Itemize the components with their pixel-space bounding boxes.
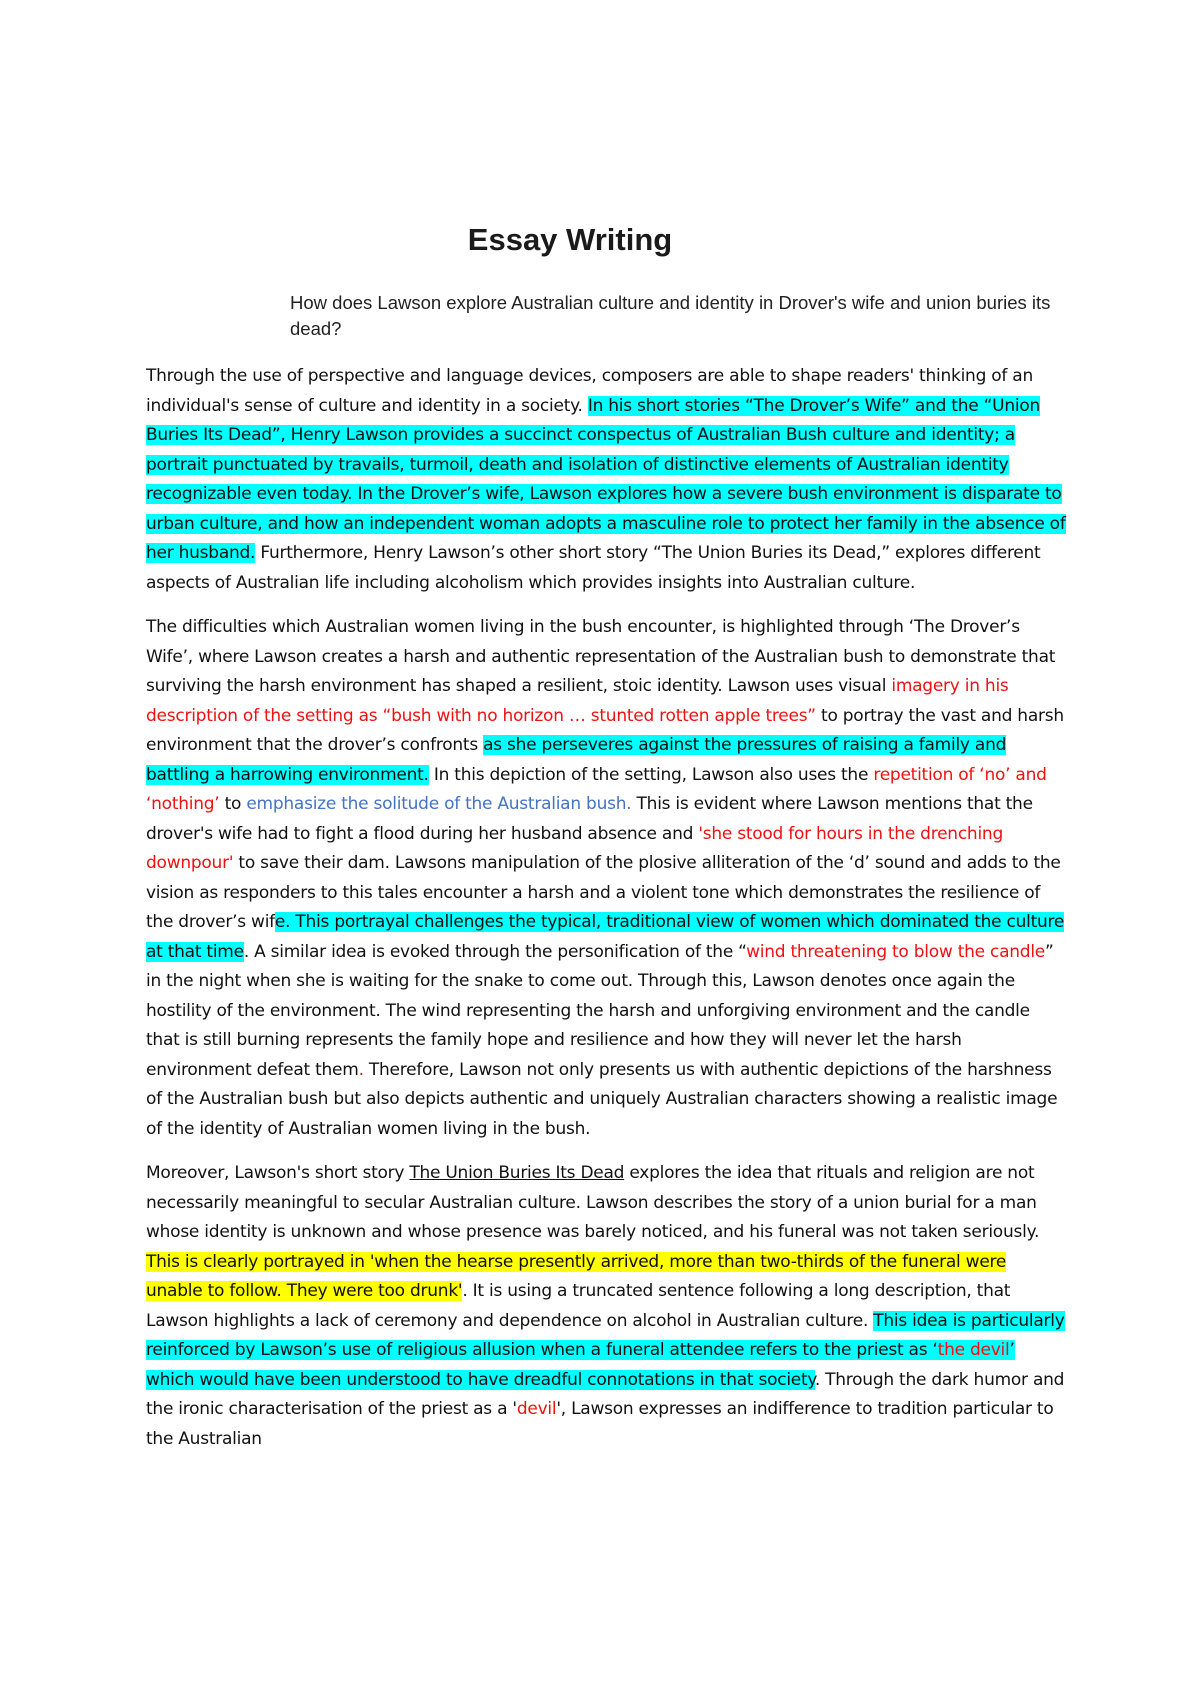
highlighted-text: as she perseveres against the pressures of raising a family and battling a harrowing environment. <box>146 735 1007 785</box>
paragraph-text: The difficulties which Australian women living in the bush encounter, is highlighted through ‘The Drover’s Wife’, where Lawson creates a harsh and authentic representation of the Australian bush to demonstrate that surviving the harsh environment has shaped a resilient, stoic identity. Lawson uses visual <box>146 617 1056 696</box>
essay-paragraph <box>146 1159 1066 1454</box>
paragraph-text: Through the use of perspective and language devices, composers are able to shape readers' thinking of an individual's sense of culture and identity in a society. <box>146 366 1034 416</box>
paragraph-text: explores the idea that rituals and religion are not necessarily meaningful to secular Australian culture. Lawson describes the story of a union burial for a man whose identity is unknown and whose presence was barely noticed, and his funeral was not taken seriously. <box>146 1163 1040 1242</box>
paragraph-text: Therefore, Lawson not only presents us with authentic depictions of the harshness of the Australian bush but also depicts authentic and uniquely Australian characters showing a realistic image of the identity of Australian women living in the bush. <box>146 1059 1058 1139</box>
highlighted-text: emphasize the solitude of the Australian bush. <box>246 794 632 814</box>
paragraph-text: In this depiction of the setting, Lawson also uses the <box>428 764 874 785</box>
highlighted-text: The Union Buries Its Dead <box>409 1163 625 1183</box>
highlighted-text: imagery in his description of the setting as “bush with no horizon … stunted rotten apple trees” <box>146 676 1009 726</box>
paragraph-text: . It is using a truncated sentence following a long description, that Lawson highlights a lack of ceremony and dependence on alcohol in Australian culture. <box>146 1281 1011 1331</box>
paragraph-text: to portray the vast and harsh environment that the drover’s confronts <box>146 705 1064 755</box>
highlighted-text: ’ which would have been understood to have dreadful connotations in that society <box>146 1340 1015 1390</box>
highlighted-text: This is clearly portrayed in 'when the hearse presently arrived, more than two-thirds of the funeral were unable to follow. They were too drunk' <box>146 1251 1007 1301</box>
paragraph-text: Furthermore, Henry Lawson’s other short story “The Union Buries its Dead,” explores different aspects of Australian life including alcoholism which provides insights into Australian culture. <box>146 543 1041 593</box>
highlighted-text: This idea is particularly reinforced by Lawson’s use of religious allusion when a funeral attendee refers to the priest as ‘ <box>146 1310 1065 1360</box>
essay-paragraph <box>146 613 1066 1144</box>
paragraph-text: Moreover, Lawson's short story <box>146 1163 410 1183</box>
highlighted-text: e. This portrayal challenges the typical, traditional view of women which dominated the culture at that time <box>146 912 1065 962</box>
paragraph-text: ” in the night when she is waiting for the snake to come out. Through this, Lawson denotes once again the hostility of the environment. The wind representing the harsh and unforgiving environment and the candle that is still burning represents the family hope and resilience and how they will never let the harsh environment defeat them <box>146 941 1054 1080</box>
paragraph-text: to <box>219 794 247 814</box>
paragraph-text: ', Lawson expresses an indifference to tradition particular to the Australian <box>146 1399 1054 1449</box>
essay-body <box>146 362 1066 1469</box>
paragraph-text: This is evident where Lawson mentions that the drover's wife had to fight a flood during her husband absence and <box>146 794 1033 844</box>
highlighted-text: . <box>358 1059 364 1080</box>
essay-question: How does Lawson explore Australian culture and identity in Drover's wife and union buries its dead? <box>290 292 1051 339</box>
paragraph-text: to save their dam. Lawsons manipulation of the plosive alliteration of the ‘d’ sound and adds to the vision as responders to this tales encounter a harsh and a violent tone which demonstrates the resilience of the drover’s wif <box>146 853 1061 932</box>
document-title: Essay Writing <box>467 222 673 257</box>
highlighted-text: the devil <box>937 1340 1010 1360</box>
highlighted-text: 'she stood for hours in the drenching downpour' <box>146 823 1003 873</box>
highlighted-text: devil <box>516 1399 557 1419</box>
highlighted-text: wind threatening to blow the candle <box>746 941 1046 962</box>
highlighted-text: In his short stories “The Drover’s Wife” and the “Union Buries Its Dead”, Henry Lawson provides a succinct conspectus of Australian Bush culture and identity; a portrait punctuated by travails, turmoil, death and isolation of distinctive elements of Australian identity recognizable even today. In the Drover’s wife, Lawson explores how a severe bush environment is disparate to urban culture, and how an independent woman adopts a masculine role to protect her family in the absence of her husband. <box>146 395 1066 563</box>
paragraph-text: . A similar idea is evoked through the personification of the “ <box>243 941 747 962</box>
highlighted-text: repetition of ‘no’ and ‘nothing’ <box>146 764 1047 814</box>
essay-paragraph <box>146 362 1066 598</box>
paragraph-text: . Through the dark humor and the ironic characterisation of the priest as a ' <box>146 1369 1065 1419</box>
